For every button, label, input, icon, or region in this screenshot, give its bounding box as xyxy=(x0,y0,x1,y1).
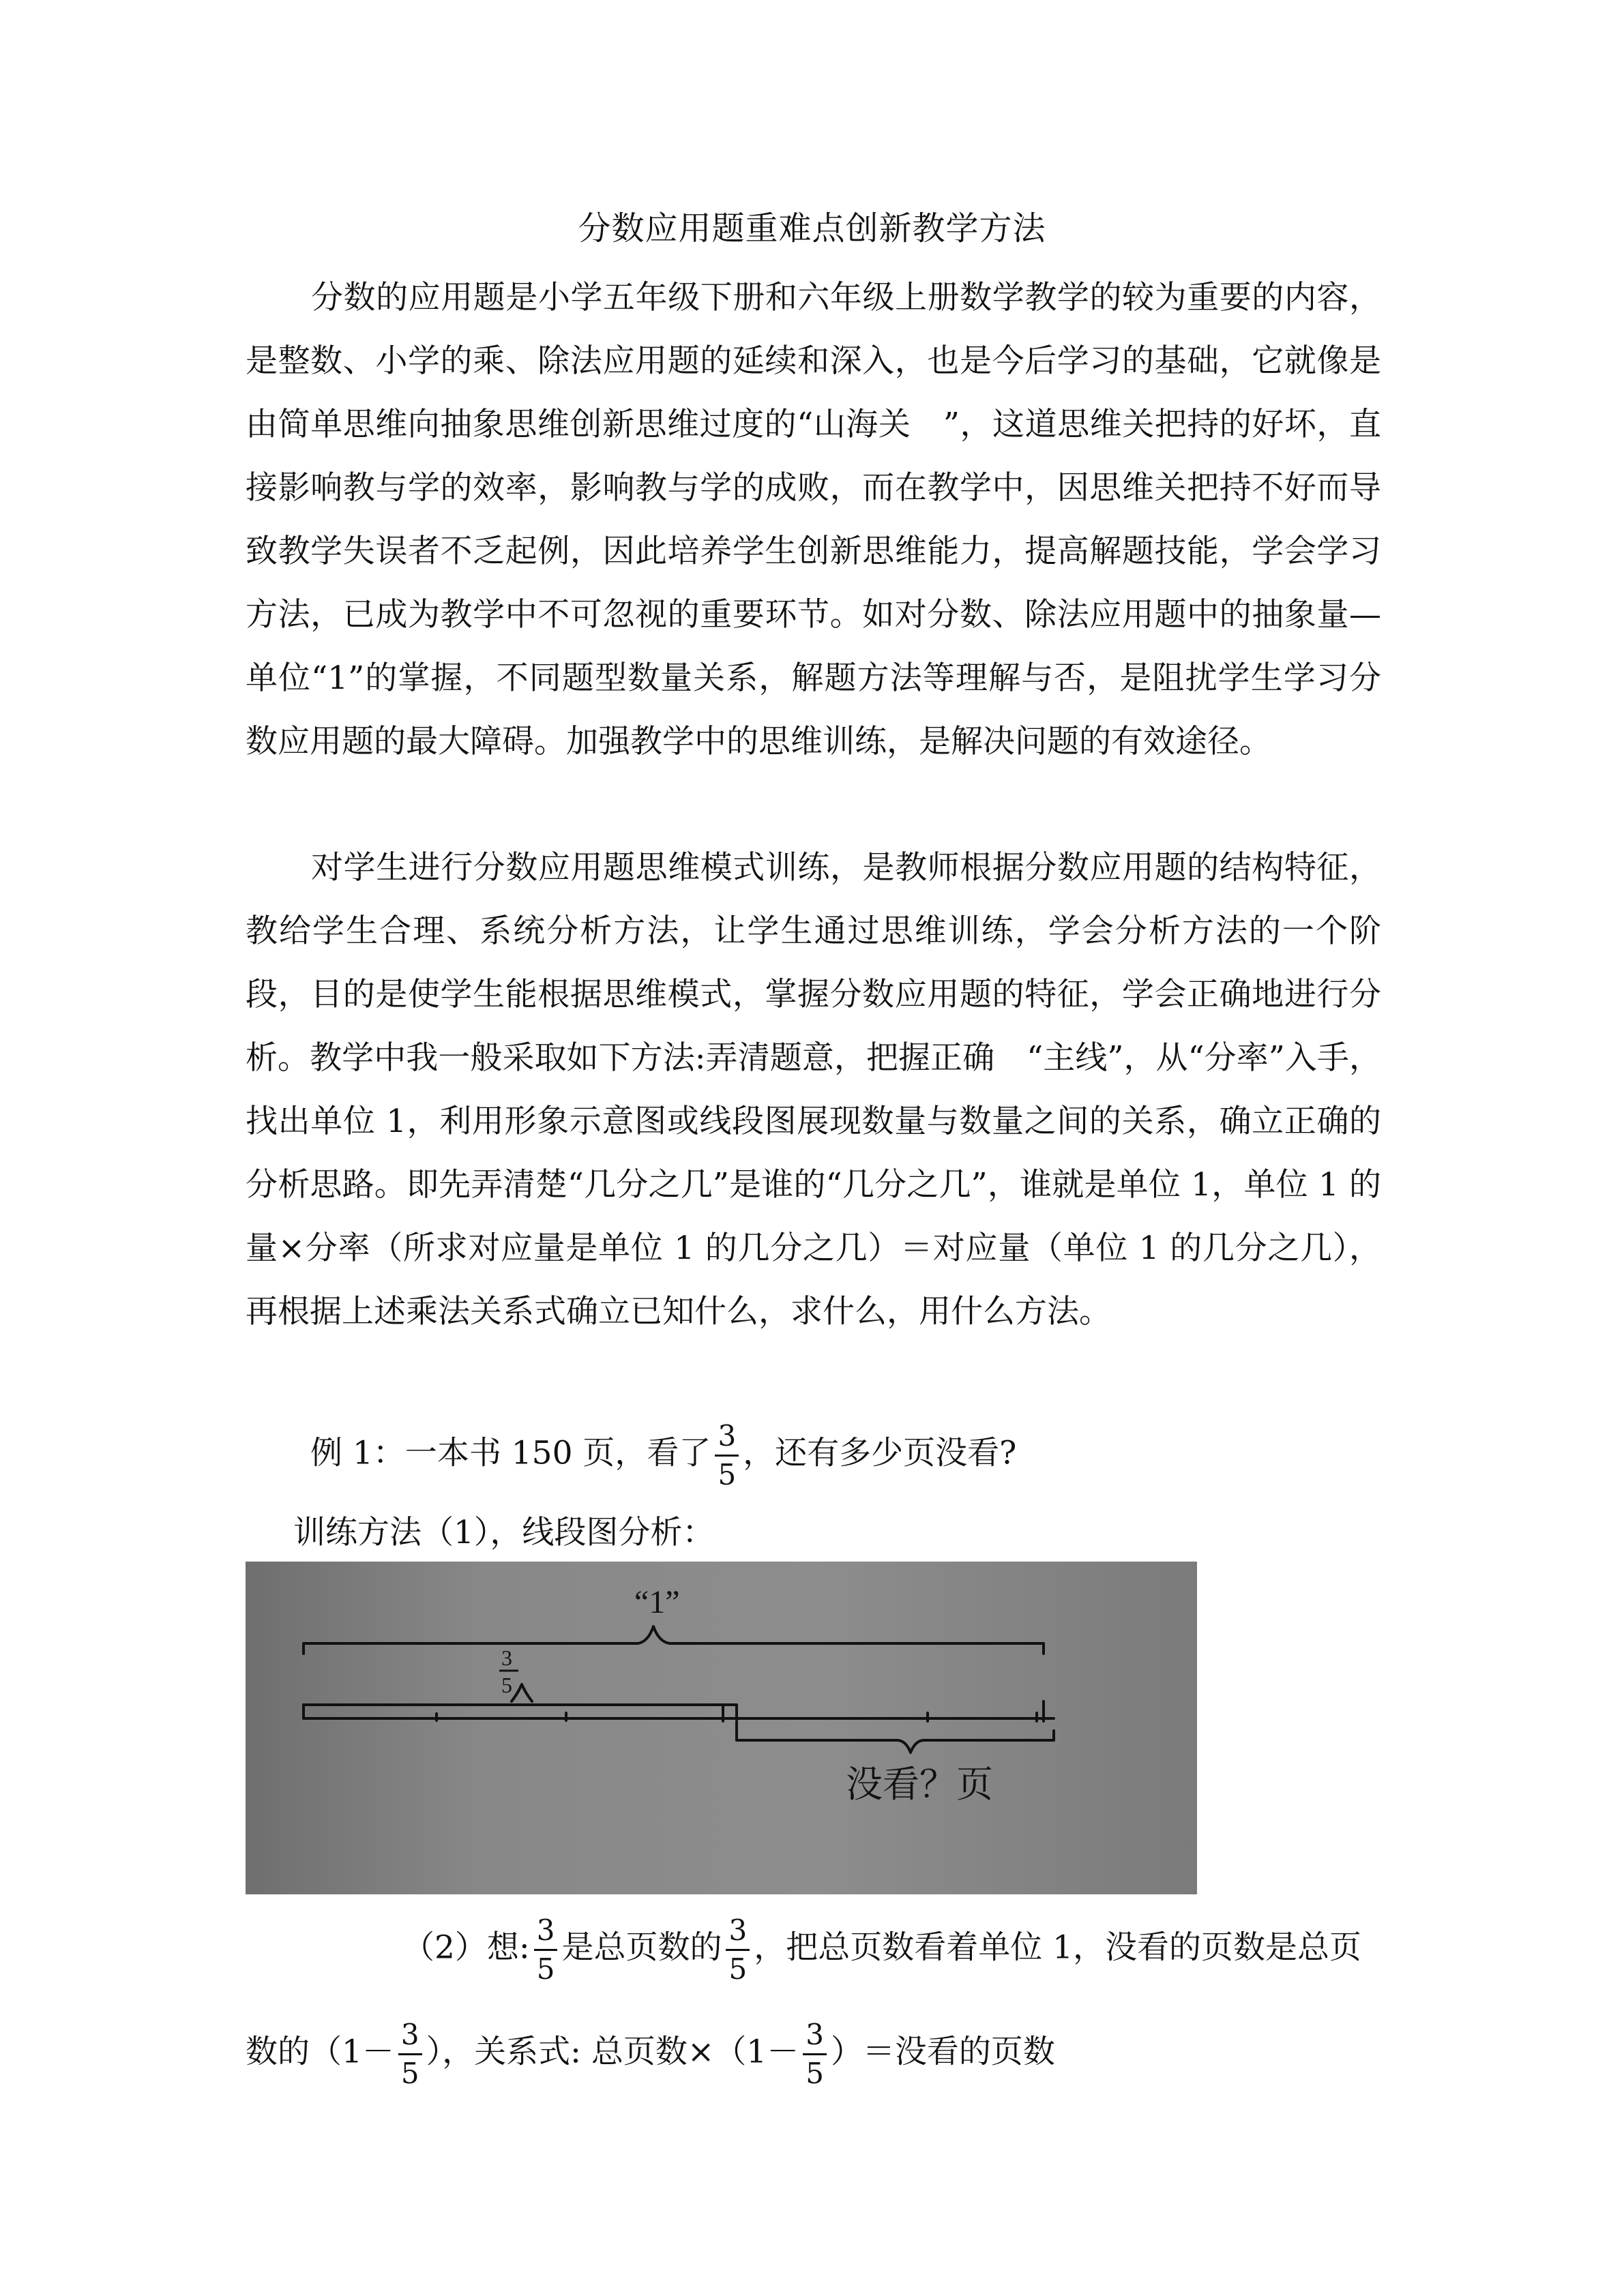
part-label-denominator: 5 xyxy=(501,1673,512,1697)
whole-bar-bottom xyxy=(304,1705,1054,1718)
fraction-numerator: 3 xyxy=(806,2018,824,2051)
method-2-line-2-prefix: 数的（1－ xyxy=(246,2033,394,2071)
fraction-numerator: 3 xyxy=(400,2018,419,2051)
fraction-bar xyxy=(803,2053,827,2055)
fraction-denominator: 5 xyxy=(728,1952,748,1986)
fraction-bar xyxy=(398,2053,422,2055)
example-1-suffix: ，还有多少页没看? xyxy=(743,1434,1017,1472)
method-2-suffix: ，把总页数看着单位 1，没看的页数是总页 xyxy=(754,1928,1362,1967)
unread-brace xyxy=(737,1722,1054,1753)
example-1-prefix: 例 1：一本书 150 页，看了 xyxy=(310,1434,711,1472)
fraction-numerator: 3 xyxy=(728,1913,748,1947)
method-2-line-2 xyxy=(246,2018,1055,2090)
fraction xyxy=(534,1913,558,1986)
part-brace xyxy=(512,1684,532,1701)
fraction xyxy=(803,2018,827,2090)
unread-label: 没看？页 xyxy=(846,1763,993,1806)
part-label-numerator: 3 xyxy=(501,1645,512,1670)
method-1-heading: 训练方法（1），线段图分析： xyxy=(293,1514,715,1551)
whole-label: “1” xyxy=(634,1584,680,1620)
fraction-denominator: 5 xyxy=(400,2057,419,2090)
document-title: 分数应用题重难点创新教学方法 xyxy=(578,209,1046,248)
example-1 xyxy=(310,1419,1017,1491)
whole-brace xyxy=(304,1626,1044,1654)
method-2-mid: 是总页数的 xyxy=(561,1928,722,1967)
line-segment-diagram-photo xyxy=(246,1562,1197,1894)
fraction-numerator: 3 xyxy=(718,1419,737,1452)
method-2-line-2-mid: ），关系式: 总页数×（1－ xyxy=(426,2033,799,2071)
fraction-numerator: 3 xyxy=(536,1913,555,1947)
fraction xyxy=(726,1913,750,1986)
method-2-prefix: （2）想: xyxy=(402,1928,530,1967)
method-2-line-1 xyxy=(402,1913,1362,1986)
line-segment-diagram xyxy=(246,1562,1197,1894)
method-2-line-2-suffix: ）＝没看的页数 xyxy=(830,2033,1055,2071)
fraction-denominator: 5 xyxy=(806,2057,824,2090)
fraction-bar xyxy=(726,1949,750,1951)
paragraph-intro: 分数的应用题是小学五年级下册和六年级上册数学教学的较为重要的内容，是整数、小学的乘、除法应用题的延续和深入，也是今后学习的基础，它就像是由简单思维向抽象思维创新思维过度的“山海关 ”，这道思维关把持的好坏，直接影响教与学的效率，影响教与学的成败，而在教学中，因思维关把持不好而导致教学失误者不乏起例，因此培养学生创新思维能力，提高解题技能，学会学习方法，已成为教学中不可忽视的重要环节。如对分数、除法应用题中的抽象量—单位“1”的掌握，不同题型数量关系，解题方法等理解与否，是阻扰学生学习分数应用题的最大障碍。加强教学中的思维训练，是解决问题的有效途径。 xyxy=(246,279,1381,760)
paragraph-method: 对学生进行分数应用题思维模式训练，是教师根据分数应用题的结构特征，教给学生合理、系统分析方法，让学生通过思维训练，学会分析方法的一个阶段，目的是使学生能根据思维模式，掌握分数应用题的特征，学会正确地进行分析。教学中我一般采取如下方法:弄清题意，把握正确 “主线”，从“分率”入手，找出单位 1，利用形象示意图或线段图展现数量与数量之间的关系，确立正确的分析思路。即先弄清楚“几分之几”是谁的“几分之几”，谁就是单位 1，单位 1 的量×分率（所求对应量是单位 1 的几分之几）＝对应量（单位 1 的几分之几），再根据上述乘法关系式确立已知什么，求什么，用什么方法。 xyxy=(246,849,1381,1330)
fraction xyxy=(715,1419,739,1491)
fraction-bar xyxy=(715,1455,739,1457)
fraction-denominator: 5 xyxy=(536,1952,555,1986)
fraction-bar xyxy=(534,1949,558,1951)
fraction-denominator: 5 xyxy=(718,1458,737,1491)
fraction xyxy=(398,2018,422,2090)
